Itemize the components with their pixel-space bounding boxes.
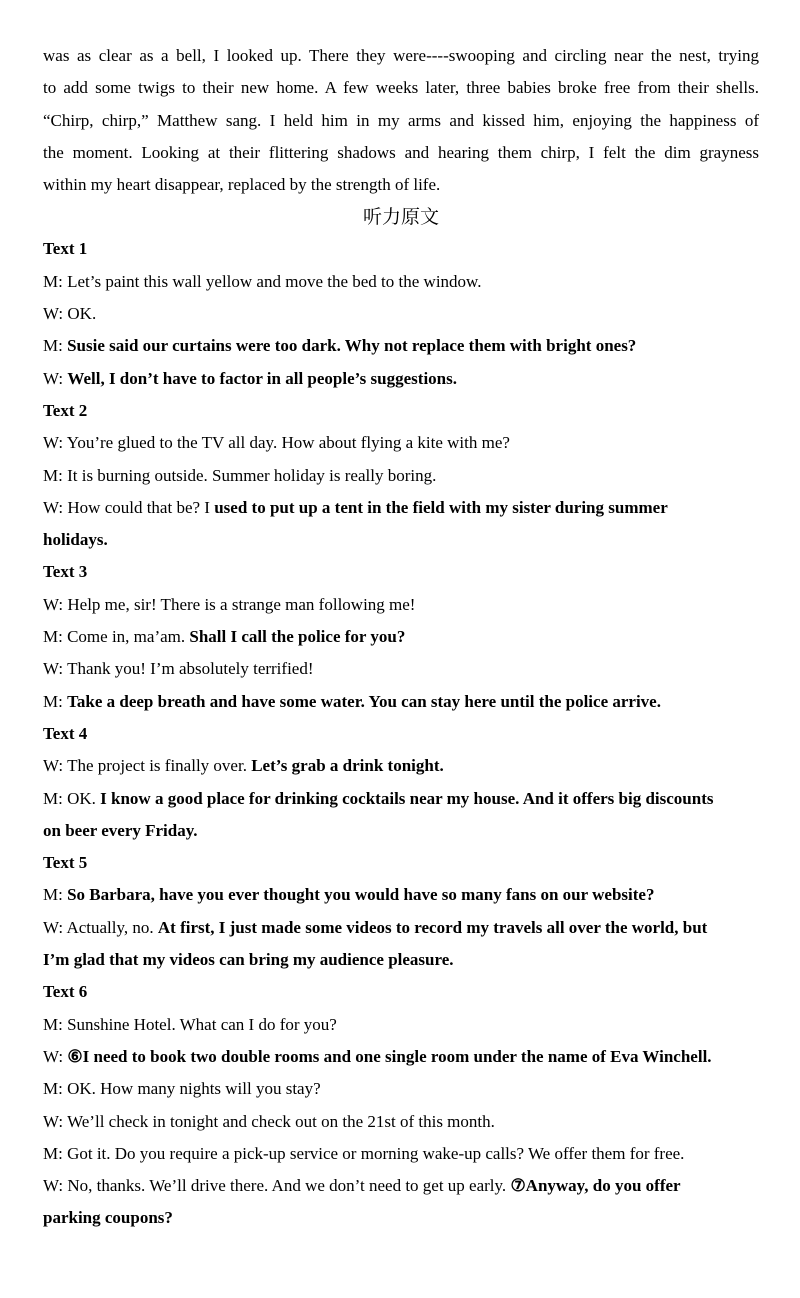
dialogue-line [43, 298, 759, 330]
text-title: Text 5 [43, 853, 88, 873]
document-page [43, 40, 759, 1235]
dialogue-bold-text: Let’s grab a drink tonight. [251, 756, 444, 776]
dialogue-line [43, 1073, 759, 1105]
text-title: Text 6 [43, 982, 88, 1002]
dialogue-bold-text: Well, I don’t have to factor in all people’s suggestions. [67, 368, 457, 388]
dialogue-plain-text: W: We’ll check in tonight and check out on the 21st of this month. [43, 1111, 495, 1131]
dialogue-line [43, 621, 759, 653]
dialogue-line [43, 686, 759, 718]
dialogue-plain-text: M: [43, 691, 68, 711]
story-line: the moment. Looking at their flittering shadows and hearing them chirp, I felt the dim grayness [43, 142, 759, 162]
dialogue-line [43, 750, 759, 782]
dialogue-bold-text: used to put up a tent in the field with my sister during summer [214, 497, 668, 517]
text-title: Text 4 [43, 723, 88, 743]
dialogue-plain-text: M: [43, 885, 68, 905]
dialogue-plain-text: W: OK. [43, 304, 97, 324]
transcript-list [43, 233, 759, 1234]
dialogue-plain-text: W: Help me, sir! There is a strange man following me! [43, 594, 416, 614]
dialogue-bold-text: holidays. [43, 530, 108, 550]
dialogue-bold-text: At first, I just made some videos to record my travels all over the world, but [157, 917, 708, 937]
dialogue-bold-text: So Barbara, have you ever thought you would have so many fans on our website? [67, 885, 655, 905]
dialogue-line [43, 266, 759, 298]
dialogue-line [43, 1202, 759, 1234]
dialogue-line [43, 653, 759, 685]
dialogue-line [43, 912, 759, 944]
dialogue-plain-text: W: [43, 368, 68, 388]
dialogue-bold-text: Take a deep breath and have some water. You can stay here until the police arrive. [67, 691, 661, 711]
text-block [43, 233, 759, 394]
dialogue-plain-text: W: Thank you! I’m absolutely terrified! [43, 659, 314, 679]
dialogue-plain-text: M: [43, 336, 68, 356]
dialogue-line [43, 1041, 759, 1073]
dialogue-bold-text: parking coupons? [43, 1208, 173, 1228]
text-block [43, 847, 759, 976]
section-title: 听力原文 [362, 206, 439, 229]
dialogue-bold-text: ⑦Anyway, do you offer [510, 1176, 681, 1196]
dialogue-line [43, 492, 759, 524]
dialogue-line [43, 460, 759, 492]
dialogue-bold-text: Susie said our curtains were too dark. Why not replace them with bright ones? [67, 336, 637, 356]
story-line: was as clear as a bell, I looked up. There they were----swooping and circling near the nest, trying [43, 46, 759, 65]
text-block [43, 976, 759, 1234]
dialogue-bold-text: I know a good place for drinking cocktails near my house. And it offers big discounts [100, 788, 714, 808]
story-line: to add some twigs to their new home. A few weeks later, three babies broke free from their shells. [43, 78, 759, 98]
dialogue-line [43, 1009, 759, 1041]
dialogue-plain-text: W: [43, 1046, 68, 1066]
dialogue-line [43, 1170, 759, 1202]
dialogue-line [43, 815, 759, 847]
story-line: within my heart disappear, replaced by the strength of life. [43, 175, 441, 195]
text-title: Text 2 [43, 400, 88, 420]
dialogue-line [43, 1138, 759, 1170]
dialogue-plain-text: W: You’re glued to the TV all day. How about flying a kite with me? [43, 433, 510, 453]
dialogue-plain-text: M: OK. How many nights will you stay? [43, 1079, 321, 1099]
dialogue-bold-text: Shall I call the police for you? [189, 627, 406, 647]
dialogue-plain-text: M: Let’s paint this wall yellow and move the bed to the window. [43, 271, 482, 291]
dialogue-line [43, 363, 759, 395]
story-paragraph [43, 40, 759, 201]
dialogue-plain-text: W: Actually, no. [43, 917, 158, 937]
dialogue-line [43, 1106, 759, 1138]
dialogue-line [43, 524, 759, 556]
story-line: “Chirp, chirp,” Matthew sang. I held him in my arms and kissed him, enjoying the happiness of [43, 110, 759, 130]
text-title: Text 3 [43, 562, 88, 582]
dialogue-bold-text: ⑥I need to book two double rooms and one single room under the name of Eva Winchell. [67, 1046, 712, 1066]
dialogue-bold-text: I’m glad that my videos can bring my audience pleasure. [43, 950, 454, 970]
dialogue-line [43, 589, 759, 621]
dialogue-plain-text: M: It is burning outside. Summer holiday is really boring. [43, 465, 437, 485]
dialogue-bold-text: on beer every Friday. [43, 820, 198, 840]
dialogue-plain-text: W: No, thanks. We’ll drive there. And we don’t need to get up early. [43, 1176, 511, 1196]
dialogue-plain-text: M: OK. [43, 788, 101, 808]
text-block [43, 556, 759, 717]
dialogue-line [43, 427, 759, 459]
text-title: Text 1 [43, 239, 88, 259]
dialogue-plain-text: W: How could that be? I [43, 497, 215, 517]
dialogue-line [43, 879, 759, 911]
dialogue-line [43, 944, 759, 976]
dialogue-line [43, 783, 759, 815]
dialogue-plain-text: M: Sunshine Hotel. What can I do for you? [43, 1014, 337, 1034]
dialogue-plain-text: W: The project is finally over. [43, 756, 252, 776]
dialogue-plain-text: M: Come in, ma’am. [43, 627, 190, 647]
dialogue-line [43, 330, 759, 362]
text-block [43, 395, 759, 556]
dialogue-plain-text: M: Got it. Do you require a pick-up service or morning wake-up calls? We offer them for free. [43, 1143, 685, 1163]
text-block [43, 718, 759, 847]
